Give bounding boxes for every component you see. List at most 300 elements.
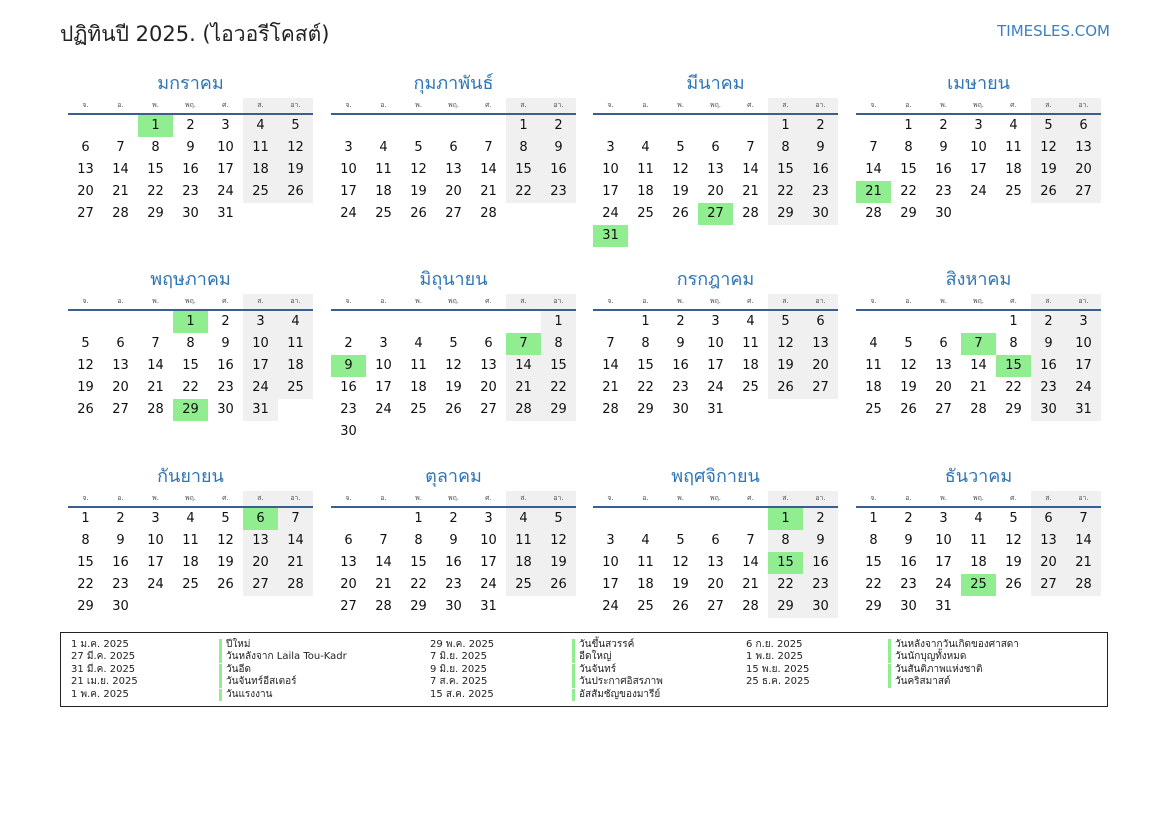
day-cell[interactable]: 24 [480,577,497,592]
day-cell[interactable]: 28 [1066,574,1101,596]
day-cell[interactable]: 10 [935,533,952,548]
day-cell[interactable]: 7 [379,533,388,548]
day-cell[interactable]: 7 [484,140,493,155]
day-cell[interactable]: 26 [77,402,94,417]
day-cell[interactable]: 15 [410,555,427,570]
day-cell[interactable]: 21 [278,552,313,574]
day-cell[interactable]: 8 [768,137,803,159]
day-cell[interactable]: 3 [1066,311,1101,333]
day-cell[interactable]: 25 [375,206,392,221]
holiday-cell[interactable]: 1 [768,508,803,530]
day-cell[interactable]: 11 [637,162,654,177]
day-cell[interactable]: 13 [1031,530,1066,552]
day-cell[interactable]: 17 [147,555,164,570]
day-cell[interactable]: 6 [484,336,493,351]
day-cell[interactable]: 5 [449,336,458,351]
day-cell[interactable]: 19 [77,380,94,395]
day-cell[interactable]: 15 [182,358,199,373]
day-cell[interactable]: 23 [672,380,689,395]
day-cell[interactable]: 17 [602,577,619,592]
day-cell[interactable]: 26 [278,181,313,203]
day-cell[interactable]: 1 [641,314,650,329]
day-cell[interactable]: 3 [711,314,720,329]
day-cell[interactable]: 19 [445,380,462,395]
day-cell[interactable]: 5 [676,533,685,548]
day-cell[interactable]: 16 [445,555,462,570]
day-cell[interactable]: 25 [182,577,199,592]
day-cell[interactable]: 28 [865,206,882,221]
day-cell[interactable]: 24 [147,577,164,592]
day-cell[interactable]: 10 [970,140,987,155]
day-cell[interactable]: 28 [742,599,759,614]
day-cell[interactable]: 9 [186,140,195,155]
day-cell[interactable]: 26 [217,577,234,592]
day-cell[interactable]: 24 [602,206,619,221]
day-cell[interactable]: 27 [112,402,129,417]
day-cell[interactable]: 7 [116,140,125,155]
day-cell[interactable]: 29 [77,599,94,614]
day-cell[interactable]: 7 [746,533,755,548]
day-cell[interactable]: 16 [340,380,357,395]
day-cell[interactable]: 14 [480,162,497,177]
day-cell[interactable]: 29 [147,206,164,221]
day-cell[interactable]: 15 [865,555,882,570]
day-cell[interactable]: 26 [1031,181,1066,203]
day-cell[interactable]: 21 [970,380,987,395]
day-cell[interactable]: 30 [112,599,129,614]
day-cell[interactable]: 15 [506,159,541,181]
day-cell[interactable]: 27 [77,206,94,221]
day-cell[interactable]: 3 [243,311,278,333]
day-cell[interactable]: 21 [742,184,759,199]
holiday-cell[interactable]: 29 [173,399,208,421]
day-cell[interactable]: 22 [900,184,917,199]
day-cell[interactable]: 4 [869,336,878,351]
day-cell[interactable]: 9 [803,137,838,159]
day-cell[interactable]: 22 [1005,380,1022,395]
day-cell[interactable]: 29 [900,206,917,221]
holiday-cell[interactable]: 21 [856,181,891,203]
day-cell[interactable]: 19 [217,555,234,570]
day-cell[interactable]: 27 [480,402,497,417]
day-cell[interactable]: 13 [112,358,129,373]
day-cell[interactable]: 17 [602,184,619,199]
day-cell[interactable]: 28 [970,402,987,417]
day-cell[interactable]: 10 [375,358,392,373]
day-cell[interactable]: 19 [900,380,917,395]
day-cell[interactable]: 5 [1031,115,1066,137]
day-cell[interactable]: 27 [935,402,952,417]
day-cell[interactable]: 23 [217,380,234,395]
day-cell[interactable]: 8 [151,140,160,155]
day-cell[interactable]: 11 [278,333,313,355]
day-cell[interactable]: 1 [541,311,576,333]
day-cell[interactable]: 17 [375,380,392,395]
day-cell[interactable]: 28 [742,206,759,221]
day-cell[interactable]: 12 [768,333,803,355]
day-cell[interactable]: 2 [676,314,685,329]
day-cell[interactable]: 30 [340,424,357,439]
day-cell[interactable]: 13 [707,162,724,177]
day-cell[interactable]: 21 [147,380,164,395]
day-cell[interactable]: 10 [707,336,724,351]
day-cell[interactable]: 13 [77,162,94,177]
day-cell[interactable]: 25 [410,402,427,417]
day-cell[interactable]: 4 [1009,118,1018,133]
day-cell[interactable]: 27 [1031,574,1066,596]
day-cell[interactable]: 31 [480,599,497,614]
day-cell[interactable]: 14 [112,162,129,177]
day-cell[interactable]: 19 [672,577,689,592]
day-cell[interactable]: 18 [742,358,759,373]
holiday-cell[interactable]: 31 [593,225,628,247]
day-cell[interactable]: 16 [900,555,917,570]
day-cell[interactable]: 6 [449,140,458,155]
day-cell[interactable]: 13 [803,333,838,355]
day-cell[interactable]: 7 [151,336,160,351]
day-cell[interactable]: 20 [935,380,952,395]
day-cell[interactable]: 14 [742,162,759,177]
day-cell[interactable]: 6 [1031,508,1066,530]
day-cell[interactable]: 10 [602,162,619,177]
day-cell[interactable]: 27 [1066,181,1101,203]
day-cell[interactable]: 4 [414,336,423,351]
day-cell[interactable]: 13 [340,555,357,570]
day-cell[interactable]: 30 [1031,399,1066,421]
day-cell[interactable]: 13 [243,530,278,552]
holiday-cell[interactable]: 1 [173,311,208,333]
day-cell[interactable]: 14 [278,530,313,552]
day-cell[interactable]: 8 [641,336,650,351]
day-cell[interactable]: 18 [375,184,392,199]
day-cell[interactable]: 5 [278,115,313,137]
day-cell[interactable]: 2 [904,511,913,526]
day-cell[interactable]: 8 [506,137,541,159]
day-cell[interactable]: 8 [904,140,913,155]
day-cell[interactable]: 25 [742,380,759,395]
day-cell[interactable]: 2 [344,336,353,351]
day-cell[interactable]: 26 [410,206,427,221]
day-cell[interactable]: 16 [935,162,952,177]
day-cell[interactable]: 9 [803,530,838,552]
day-cell[interactable]: 18 [970,555,987,570]
day-cell[interactable]: 17 [340,184,357,199]
day-cell[interactable]: 18 [243,159,278,181]
day-cell[interactable]: 7 [1066,508,1101,530]
day-cell[interactable]: 22 [410,577,427,592]
day-cell[interactable]: 9 [449,533,458,548]
day-cell[interactable]: 19 [768,355,803,377]
day-cell[interactable]: 12 [410,162,427,177]
day-cell[interactable]: 12 [445,358,462,373]
day-cell[interactable]: 29 [410,599,427,614]
day-cell[interactable]: 7 [746,140,755,155]
day-cell[interactable]: 23 [900,577,917,592]
day-cell[interactable]: 12 [900,358,917,373]
day-cell[interactable]: 23 [445,577,462,592]
day-cell[interactable]: 23 [112,577,129,592]
day-cell[interactable]: 5 [676,140,685,155]
day-cell[interactable]: 27 [803,377,838,399]
day-cell[interactable]: 11 [243,137,278,159]
day-cell[interactable]: 22 [541,377,576,399]
day-cell[interactable]: 29 [541,399,576,421]
day-cell[interactable]: 23 [803,574,838,596]
day-cell[interactable]: 1 [1009,314,1018,329]
day-cell[interactable]: 17 [1066,355,1101,377]
day-cell[interactable]: 3 [606,140,615,155]
day-cell[interactable]: 22 [768,574,803,596]
day-cell[interactable]: 6 [711,533,720,548]
day-cell[interactable]: 8 [414,533,423,548]
day-cell[interactable]: 8 [1009,336,1018,351]
day-cell[interactable]: 14 [506,355,541,377]
day-cell[interactable]: 20 [707,184,724,199]
day-cell[interactable]: 17 [217,162,234,177]
day-cell[interactable]: 28 [112,206,129,221]
day-cell[interactable]: 4 [278,311,313,333]
day-cell[interactable]: 18 [865,380,882,395]
day-cell[interactable]: 29 [865,599,882,614]
day-cell[interactable]: 31 [707,402,724,417]
day-cell[interactable]: 25 [278,377,313,399]
day-cell[interactable]: 9 [939,140,948,155]
day-cell[interactable]: 28 [506,399,541,421]
day-cell[interactable]: 14 [602,358,619,373]
day-cell[interactable]: 23 [803,181,838,203]
holiday-cell[interactable]: 15 [768,552,803,574]
day-cell[interactable]: 29 [768,596,803,618]
day-cell[interactable]: 1 [768,115,803,137]
day-cell[interactable]: 26 [672,599,689,614]
day-cell[interactable]: 11 [970,533,987,548]
day-cell[interactable]: 11 [375,162,392,177]
day-cell[interactable]: 30 [803,203,838,225]
day-cell[interactable]: 2 [221,314,230,329]
day-cell[interactable]: 23 [182,184,199,199]
day-cell[interactable]: 14 [970,358,987,373]
day-cell[interactable]: 21 [506,377,541,399]
day-cell[interactable]: 1 [414,511,423,526]
day-cell[interactable]: 10 [243,333,278,355]
day-cell[interactable]: 20 [445,184,462,199]
day-cell[interactable]: 2 [541,115,576,137]
day-cell[interactable]: 3 [344,140,353,155]
day-cell[interactable]: 5 [768,311,803,333]
day-cell[interactable]: 31 [243,399,278,421]
day-cell[interactable]: 24 [375,402,392,417]
day-cell[interactable]: 2 [116,511,125,526]
day-cell[interactable]: 13 [445,162,462,177]
day-cell[interactable]: 22 [506,181,541,203]
day-cell[interactable]: 20 [480,380,497,395]
day-cell[interactable]: 9 [541,137,576,159]
day-cell[interactable]: 11 [182,533,199,548]
day-cell[interactable]: 14 [1066,530,1101,552]
holiday-cell[interactable]: 6 [243,508,278,530]
day-cell[interactable]: 19 [541,552,576,574]
holiday-cell[interactable]: 7 [961,333,996,355]
day-cell[interactable]: 28 [375,599,392,614]
day-cell[interactable]: 23 [340,402,357,417]
day-cell[interactable]: 15 [900,162,917,177]
day-cell[interactable]: 31 [935,599,952,614]
day-cell[interactable]: 30 [803,596,838,618]
day-cell[interactable]: 18 [506,552,541,574]
day-cell[interactable]: 24 [602,599,619,614]
day-cell[interactable]: 11 [506,530,541,552]
day-cell[interactable]: 2 [803,115,838,137]
day-cell[interactable]: 23 [541,181,576,203]
day-cell[interactable]: 5 [221,511,230,526]
day-cell[interactable]: 16 [803,159,838,181]
day-cell[interactable]: 26 [541,574,576,596]
day-cell[interactable]: 25 [637,599,654,614]
day-cell[interactable]: 6 [81,140,90,155]
day-cell[interactable]: 16 [803,552,838,574]
day-cell[interactable]: 18 [637,184,654,199]
day-cell[interactable]: 1 [81,511,90,526]
holiday-cell[interactable]: 25 [961,574,996,596]
day-cell[interactable]: 21 [602,380,619,395]
day-cell[interactable]: 22 [768,181,803,203]
day-cell[interactable]: 3 [151,511,160,526]
day-cell[interactable]: 20 [340,577,357,592]
day-cell[interactable]: 20 [803,355,838,377]
day-cell[interactable]: 18 [410,380,427,395]
day-cell[interactable]: 12 [1005,533,1022,548]
day-cell[interactable]: 5 [541,508,576,530]
day-cell[interactable]: 26 [900,402,917,417]
day-cell[interactable]: 6 [803,311,838,333]
day-cell[interactable]: 18 [637,577,654,592]
day-cell[interactable]: 5 [1009,511,1018,526]
day-cell[interactable]: 31 [1066,399,1101,421]
day-cell[interactable]: 3 [379,336,388,351]
day-cell[interactable]: 24 [217,184,234,199]
day-cell[interactable]: 19 [278,159,313,181]
day-cell[interactable]: 25 [506,574,541,596]
day-cell[interactable]: 30 [672,402,689,417]
day-cell[interactable]: 26 [445,402,462,417]
day-cell[interactable]: 2 [186,118,195,133]
holiday-cell[interactable]: 9 [331,355,366,377]
day-cell[interactable]: 17 [707,358,724,373]
day-cell[interactable]: 4 [746,314,755,329]
day-cell[interactable]: 5 [414,140,423,155]
day-cell[interactable]: 9 [221,336,230,351]
day-cell[interactable]: 28 [278,574,313,596]
day-cell[interactable]: 26 [672,206,689,221]
day-cell[interactable]: 4 [506,508,541,530]
day-cell[interactable]: 22 [182,380,199,395]
day-cell[interactable]: 26 [1005,577,1022,592]
day-cell[interactable]: 12 [1031,137,1066,159]
day-cell[interactable]: 7 [606,336,615,351]
holiday-cell[interactable]: 27 [698,203,733,225]
day-cell[interactable]: 19 [1005,555,1022,570]
day-cell[interactable]: 5 [904,336,913,351]
day-cell[interactable]: 2 [1031,311,1066,333]
day-cell[interactable]: 9 [1031,333,1066,355]
day-cell[interactable]: 1 [904,118,913,133]
day-cell[interactable]: 20 [243,552,278,574]
day-cell[interactable]: 30 [900,599,917,614]
day-cell[interactable]: 16 [541,159,576,181]
day-cell[interactable]: 17 [243,355,278,377]
day-cell[interactable]: 22 [147,184,164,199]
day-cell[interactable]: 15 [147,162,164,177]
day-cell[interactable]: 25 [637,206,654,221]
day-cell[interactable]: 12 [217,533,234,548]
day-cell[interactable]: 19 [410,184,427,199]
day-cell[interactable]: 25 [243,181,278,203]
site-link[interactable]: TIMESLES.COM [997,22,1110,40]
day-cell[interactable]: 16 [1031,355,1066,377]
day-cell[interactable]: 16 [217,358,234,373]
day-cell[interactable]: 8 [869,533,878,548]
day-cell[interactable]: 25 [1005,184,1022,199]
day-cell[interactable]: 2 [803,508,838,530]
day-cell[interactable]: 4 [641,140,650,155]
day-cell[interactable]: 20 [77,184,94,199]
day-cell[interactable]: 16 [672,358,689,373]
day-cell[interactable]: 6 [711,140,720,155]
day-cell[interactable]: 6 [116,336,125,351]
day-cell[interactable]: 29 [768,203,803,225]
day-cell[interactable]: 4 [379,140,388,155]
day-cell[interactable]: 10 [602,555,619,570]
day-cell[interactable]: 21 [480,184,497,199]
day-cell[interactable]: 12 [541,530,576,552]
day-cell[interactable]: 15 [77,555,94,570]
day-cell[interactable]: 27 [707,599,724,614]
day-cell[interactable]: 11 [865,358,882,373]
day-cell[interactable]: 5 [81,336,90,351]
day-cell[interactable]: 20 [1031,552,1066,574]
day-cell[interactable]: 7 [278,508,313,530]
day-cell[interactable]: 28 [480,206,497,221]
day-cell[interactable]: 9 [116,533,125,548]
day-cell[interactable]: 21 [1066,552,1101,574]
day-cell[interactable]: 10 [340,162,357,177]
holiday-cell[interactable]: 15 [996,355,1031,377]
day-cell[interactable]: 9 [676,336,685,351]
day-cell[interactable]: 4 [974,511,983,526]
day-cell[interactable]: 13 [480,358,497,373]
day-cell[interactable]: 3 [939,511,948,526]
day-cell[interactable]: 2 [449,511,458,526]
day-cell[interactable]: 16 [182,162,199,177]
day-cell[interactable]: 8 [768,530,803,552]
day-cell[interactable]: 24 [707,380,724,395]
day-cell[interactable]: 14 [147,358,164,373]
day-cell[interactable]: 14 [375,555,392,570]
day-cell[interactable]: 15 [768,159,803,181]
day-cell[interactable]: 30 [935,206,952,221]
day-cell[interactable]: 29 [1005,402,1022,417]
day-cell[interactable]: 26 [768,377,803,399]
day-cell[interactable]: 3 [221,118,230,133]
day-cell[interactable]: 21 [112,184,129,199]
holiday-cell[interactable]: 7 [506,333,541,355]
day-cell[interactable]: 27 [445,206,462,221]
day-cell[interactable]: 8 [81,533,90,548]
day-cell[interactable]: 22 [637,380,654,395]
day-cell[interactable]: 3 [484,511,493,526]
day-cell[interactable]: 30 [182,206,199,221]
day-cell[interactable]: 23 [935,184,952,199]
